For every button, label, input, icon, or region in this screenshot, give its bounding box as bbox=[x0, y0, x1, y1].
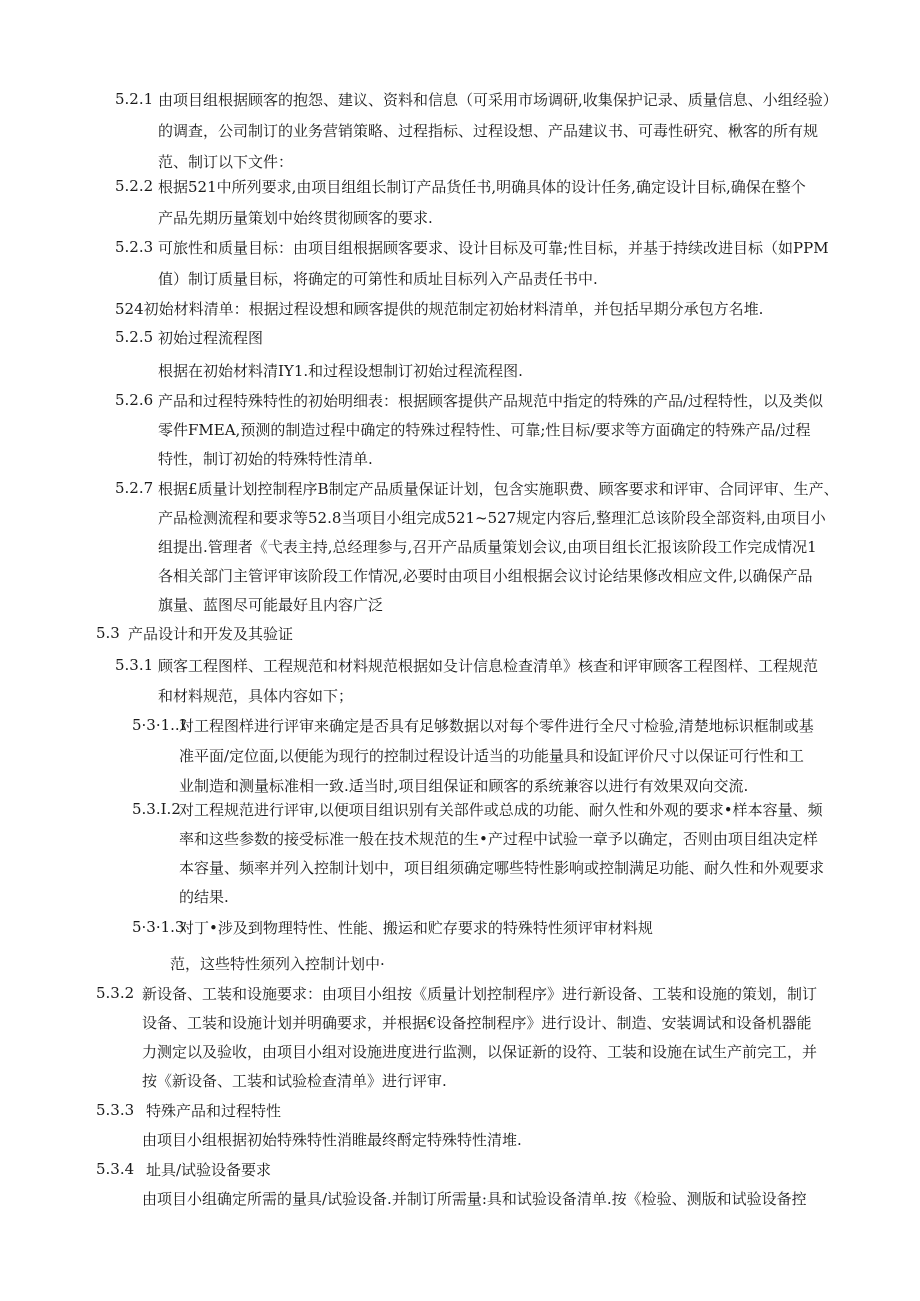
clause-text-line: 可旅性和质量目标：由项目组根据顾客要求、设计目标及可靠;性目标，并基于持续改进目标（如PPM bbox=[158, 239, 829, 257]
clause-text-line: 和材料规范，具体内容如下； bbox=[158, 687, 354, 705]
clause-heading: 址具/试验设备要求 bbox=[146, 1161, 272, 1179]
clause-text-line: 业制造和测量标准相一致.适当时,项目组保证和顾客的系统兼容以进行有效果双向交流. bbox=[179, 777, 749, 795]
clause-heading: 特殊产品和过程特性 bbox=[146, 1102, 282, 1120]
clause-text-line: 值）制订质量目标，将确定的可第性和质址目标列入产品责任书中. bbox=[158, 270, 598, 288]
clause-text-line: 根据521中所列要求,由项目组组长制订产品货任书,明确具体的设计任务,确定设计目标,确保在整个 bbox=[158, 178, 806, 196]
clause-text-line: 组提出.管理者《弋表主持,总经理参与,召开产品质量策划会议,由项目组长汇报该阶段工作完成情况1 bbox=[158, 538, 817, 556]
clause-text-line: 率和这些参数的接受标准一般在技术规范的生•产过程中试验一章予以确定，否则由项目组决定样 bbox=[179, 830, 818, 848]
clause-text-line: 特性，制订初始的特殊特性清单. bbox=[158, 450, 373, 468]
clause-5-3-1-3-continuation: 范，这些特性须列入控制计划中· bbox=[170, 955, 385, 973]
clause-text-line: 力测定以及验收，由项目小组对设施进度进行监测，以保证新的设符、工装和设施在试生产前完工，并 bbox=[142, 1043, 818, 1061]
clause-number: 5.2.3 bbox=[115, 238, 154, 256]
clause-text-line: 顾客工程图样、工程规范和材料规范根据如殳计信息检查清单》核查和评审顾客工程图样、工程规范 bbox=[158, 657, 819, 675]
clause-number: 5.3.3 bbox=[96, 1101, 135, 1119]
clause-text-line: 对工程规范进行评审,以便项目组识别有关部件或总成的功能、耐久性和外观的要求•样本容量、频 bbox=[179, 801, 823, 819]
section-heading: 产品设计和开发及其验证 bbox=[128, 625, 294, 643]
clause-5-2-4: 524初始材料清单：根据过程设想和顾客提供的规范制定初始材料清单，并包括早期分承包方名堆. bbox=[115, 300, 764, 318]
clause-text-line: 范、制订以下文件： bbox=[158, 153, 294, 171]
clause-number: 5.3.2 bbox=[96, 984, 135, 1002]
clause-text-line: 对工程图样进行评审来确定是否具有足够数据以对每个零件进行全尺寸检验,清楚地标识框制或基 bbox=[179, 717, 814, 735]
clause-5-2-5-body: 根据在初始材料清IY1.和过程设想制订初始过程流程图. bbox=[158, 362, 523, 380]
clause-heading: 初始过程流程图 bbox=[158, 329, 264, 347]
clause-text-line: 准平面/定位面,以便能为现行的控制过程设计适当的功能量具和设缸评价尺寸以保证可行性和工 bbox=[179, 747, 804, 765]
clause-text-line: 设备、工装和设施计划并明确要求，并根据€设备控制程序》进行设计、制造、安装调试和设备机器能 bbox=[142, 1014, 812, 1032]
section-number: 5.3 bbox=[96, 624, 120, 642]
clause-text-line: 产品先期历量策划中始终贯彻顾客的要求. bbox=[158, 209, 433, 227]
clause-text-line: 各相关部门主管评审该阶段工作情况,必要时由项目小组根据会议讨论结果修改相应文件,以确保产品 bbox=[158, 567, 813, 585]
clause-number: 5.2.6 bbox=[115, 391, 154, 409]
clause-text-line: 新设备、工装和设施要求：由项目小组按《质量计划控制程序》进行新设备、工装和设施的策划，制订 bbox=[142, 985, 818, 1003]
clause-text-line: 对丁•涉及到物理特性、性能、搬运和贮存要求的特殊特性须评审材料规 bbox=[179, 919, 653, 937]
clause-text-line: 按《新设备、工装和试验检查清单》进行评审. bbox=[142, 1072, 447, 1090]
clause-number: 5.3.1 bbox=[115, 656, 154, 674]
clause-number: 5·3·1..I bbox=[132, 716, 186, 734]
clause-text-line: 本容量、频率并列入控制计划中，项目组须确定哪些特性影响或控制满足功能、耐久性和外观要求 bbox=[179, 859, 825, 877]
clause-number: 5.2.1 bbox=[115, 90, 154, 108]
clause-number: 5.3.I.2 bbox=[132, 800, 181, 818]
clause-number: 5.3.4 bbox=[96, 1160, 135, 1178]
clause-text-line: 旗量、蓝图尽可能最好且内容广泛 bbox=[158, 596, 384, 614]
clause-text-line: 的结果. bbox=[179, 888, 229, 906]
clause-5-3-4-body: 由项目小组确定所需的量具/试验设备.并制订所需量:具和试验设备清单.按《检验、测版和试验设备控 bbox=[142, 1190, 807, 1208]
clause-text-line: 由项目组根据顾客的抱怨、建议、资料和信息（可采用市场调研,收集保护记录、质量信息、小组经验） bbox=[158, 91, 838, 109]
clause-text-line: 的调查，公司制订的业务营销策略、过程指标、过程设想、产品建议书、可毒性研究、楸客的所有规 bbox=[158, 122, 819, 140]
clause-number: 5·3·1.3 bbox=[132, 918, 185, 936]
clause-text-line: 零件FMEA,预测的制造过程中确定的特殊过程特性、可靠;性目标/要求等方面确定的特殊产品/过程 bbox=[158, 421, 811, 439]
clause-text-line: 产品和过程特殊特性的初始明细表：根据顾客提供产品规范中指定的特殊的产品/过程特性，以及类似 bbox=[158, 392, 824, 410]
clause-text-line: 根据£质量计划控制程序B制定产品质量保证计划，包含实施职费、顾客要求和评审、合同评审、生产、 bbox=[158, 480, 839, 498]
clause-number: 5.2.5 bbox=[115, 328, 154, 346]
clause-5-3-3-body: 由项目小组根据初始特殊特性消睢最终酹定特殊特性清堆. bbox=[142, 1131, 522, 1149]
clause-number: 5.2.7 bbox=[115, 479, 154, 497]
clause-number: 5.2.2 bbox=[115, 177, 154, 195]
clause-text-line: 产品检测流程和要求等52.8当项目小组完成521~527规定内容后,整理汇总该阶段全部资料,由项目小 bbox=[158, 509, 826, 527]
